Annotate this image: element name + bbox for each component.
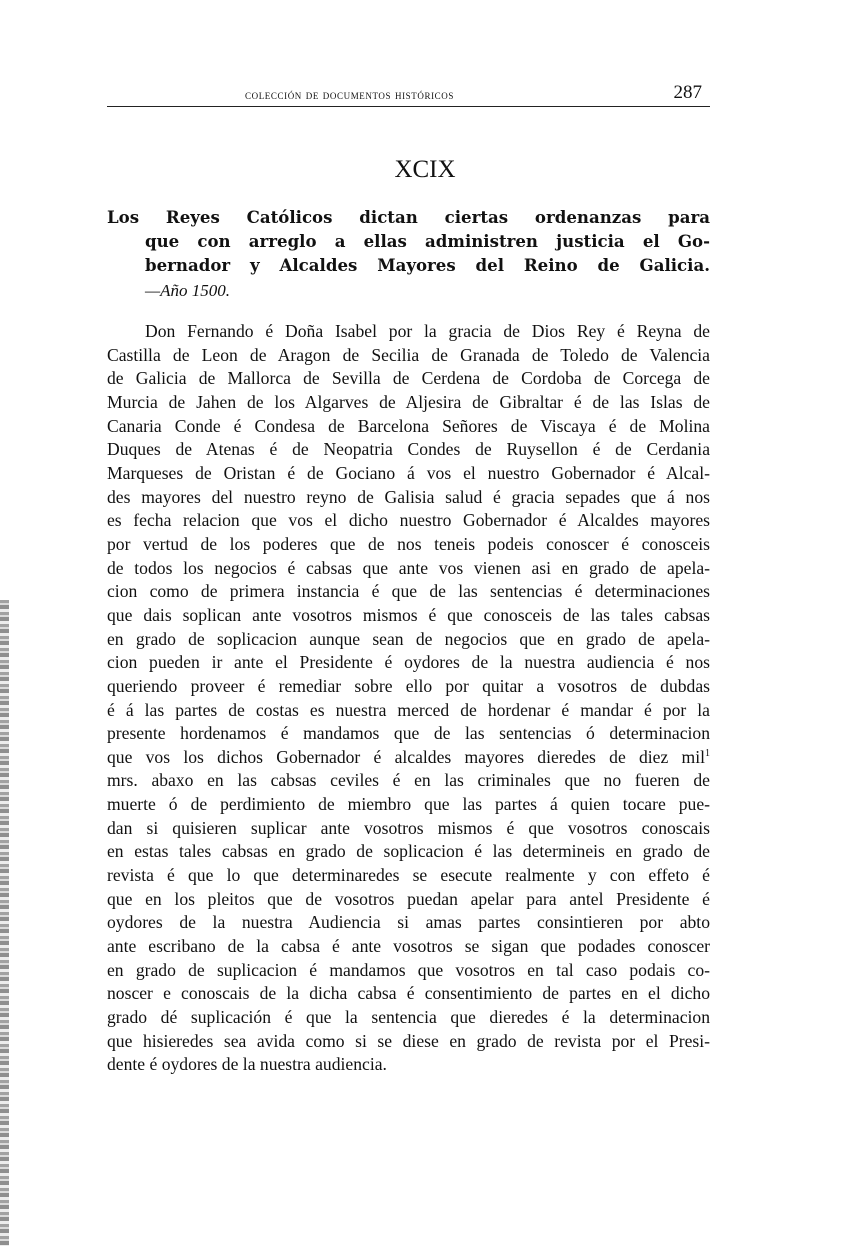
- body-line: que vos los dichos Gobernador é alcaldes mayores dieredes de diez mil$^1$: [107, 746, 710, 767]
- body-line: en grado de soplicacion aunque sean de negocios que en grado de apela-: [107, 628, 710, 649]
- title-line: bernador y Alcaldes Mayores del Reino de Galicia.: [145, 255, 710, 275]
- body-line: des mayores del nuestro reyno de Galisia salud é gracia sepades que á nos: [107, 486, 710, 507]
- body-line: que dais soplican ante vosotros mismos é que conosceis de las tales cabsas: [107, 604, 710, 625]
- body-line: oydores de la nuestra Audiencia si amas partes consintieren por abto: [107, 912, 710, 933]
- body-line: en grado de suplicacion é mandamos que vosotros en tal caso podais co-: [107, 959, 710, 980]
- body-line: cion pueden ir ante el Presidente é oydores de la nuestra audiencia é nos: [107, 652, 710, 673]
- body-line: Canaria Conde é Condesa de Barcelona Señores de Viscaya é de Molina: [107, 415, 710, 436]
- body-line: muerte ó de perdimiento de miembro que las partes á quien tocare pue-: [107, 794, 710, 815]
- document-date: —Año 1500.: [145, 281, 230, 300]
- body-line: Castilla de Leon de Aragon de Secilia de Granada de Toledo de Valencia: [107, 344, 710, 365]
- body-line: dan si quisieren suplicar ante vosotros mismos é que vosotros conoscais: [107, 817, 710, 838]
- title-line: que con arreglo a ellas administren justicia el Go-: [145, 231, 710, 251]
- document-title: [107, 205, 710, 277]
- body-line: presente hordenamos é mandamos que de las sentencias ó determinacion: [107, 723, 710, 744]
- body-line: en estas tales cabsas en grado de soplicacion é las determineis en grado de: [107, 841, 710, 862]
- body-line: de todos los negocios é cabsas que ante vos vienen asi en grado de apela-: [107, 557, 710, 578]
- body-line: Don Fernando é Doña Isabel por la gracia de Dios Rey é Reyna de: [145, 321, 710, 341]
- body-line: Murcia de Jahen de los Algarves de Aljesira de Gibraltar é de las Islas de: [107, 391, 710, 412]
- body-line: noscer e conoscais de la dicha cabsa é consentimiento de partes en el dicho: [107, 983, 710, 1004]
- body-line: revista é que lo que determinaredes se esecute realmente y con effeto é: [107, 865, 710, 886]
- body-line: cion como de primera instancia é que de las sentencias é determinaciones: [107, 581, 710, 602]
- body-line: ante escribano de la cabsa é ante vosotros se sigan que podades conoscer: [107, 936, 710, 957]
- footnote-mark: 1: [705, 747, 710, 759]
- body-line: Marqueses de Oristan é de Gociano á vos el nuestro Gobernador é Alcal-: [107, 462, 710, 483]
- title-line: Los Reyes Católicos dictan ciertas ordenanzas para: [107, 207, 710, 227]
- body-line: dente é oydores de la nuestra audiencia.: [107, 1054, 387, 1075]
- running-head-title: colección de documentos históricos: [245, 87, 454, 102]
- body-line: Duques de Atenas é de Neopatria Condes de Ruysellon é de Cerdania: [107, 439, 710, 460]
- body-line: por vertud de los poderes que de nos teneis podeis conoscer é conosceis: [107, 533, 710, 554]
- document-body: [107, 320, 710, 1077]
- page-number: 287: [673, 82, 702, 103]
- document-number: XCIX: [394, 156, 456, 183]
- running-head: [107, 84, 710, 107]
- body-line: que en los pleitos que de vosotros puedan apelar para antel Presidente é: [107, 888, 710, 909]
- body-line: mrs. abaxo en las cabsas ceviles é en las criminales que no fueren de: [107, 770, 710, 791]
- body-line: de Galicia de Mallorca de Sevilla de Cerdena de Cordoba de Corcega de: [107, 368, 710, 389]
- body-line: é á las partes de costas es nuestra merced de hordenar é mandar é por la: [107, 699, 710, 720]
- body-line: queriendo proveer é remediar sobre ello por quitar a vosotros de dubdas: [107, 675, 710, 696]
- body-line: grado dé suplicación é que la sentencia que dieredes é la determinacion: [107, 1007, 710, 1028]
- scan-edge-artifact: [0, 600, 9, 1246]
- body-line: es fecha relacion que vos el dicho nuestro Gobernador é Alcaldes mayores: [107, 510, 710, 531]
- body-line: que hisieredes sea avida como si se diese en grado de revista por el Presi-: [107, 1030, 710, 1051]
